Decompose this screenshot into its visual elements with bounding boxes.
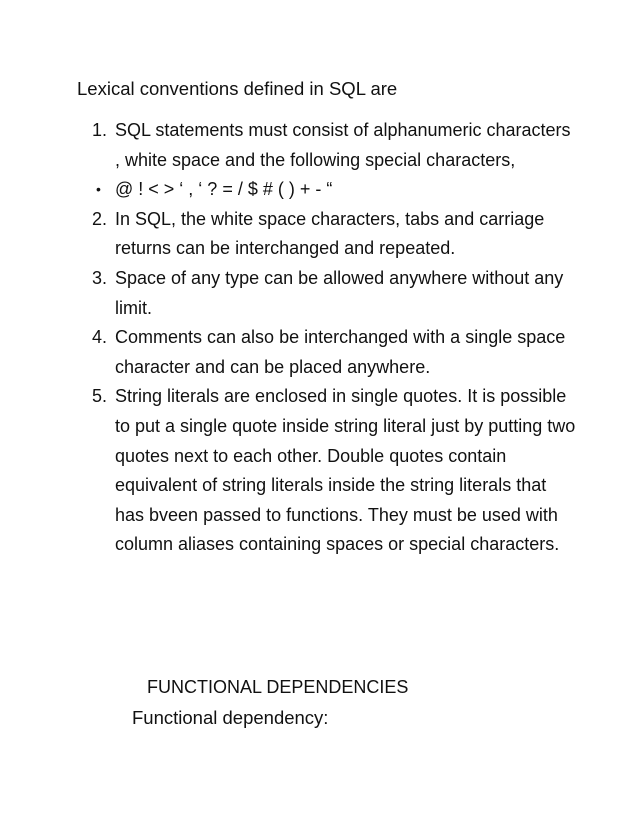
section-subheading: Functional dependency:	[132, 707, 329, 728]
list-item	[78, 264, 578, 323]
list-item-text: In SQL, the white space characters, tabs and carriage returns can be interchanged and repeated.	[115, 208, 545, 259]
list-item	[78, 175, 578, 205]
list-item	[78, 205, 578, 264]
conventions-list	[78, 116, 578, 560]
list-item-text: Space of any type can be allowed anywhere without any limit.	[115, 267, 564, 318]
list-item-text: @ ! < > ‘ , ‘ ? = / $ # ( ) + - “	[115, 179, 333, 200]
list-item	[78, 323, 578, 382]
intro-text: Lexical conventions defined in SQL are	[77, 78, 398, 99]
list-item	[78, 382, 578, 560]
list-item-text: Comments can also be interchanged with a single space character and can be placed anywhere.	[115, 327, 566, 377]
list-number: 3.	[92, 267, 108, 288]
list-number: 2.	[92, 208, 108, 229]
list-item	[78, 116, 578, 175]
list-number: 4.	[92, 327, 108, 348]
list-number: 5.	[92, 386, 108, 407]
list-item-text: String literals are enclosed in single quotes. It is possible to put a single quote inside string literal just by putting two quotes next to each other. Double quotes contain equivalent of string literals inside the string literals that has bveen passed to functions. They must be used with column aliases containing spaces or special characters.	[115, 386, 576, 555]
list-number: 1.	[92, 120, 108, 140]
bullet-icon: •	[96, 181, 101, 198]
list-item-text: SQL statements must consist of alphanumeric characters , white space and the following special characters,	[115, 120, 571, 170]
section-heading: FUNCTIONAL DEPENDENCIES	[147, 677, 409, 697]
